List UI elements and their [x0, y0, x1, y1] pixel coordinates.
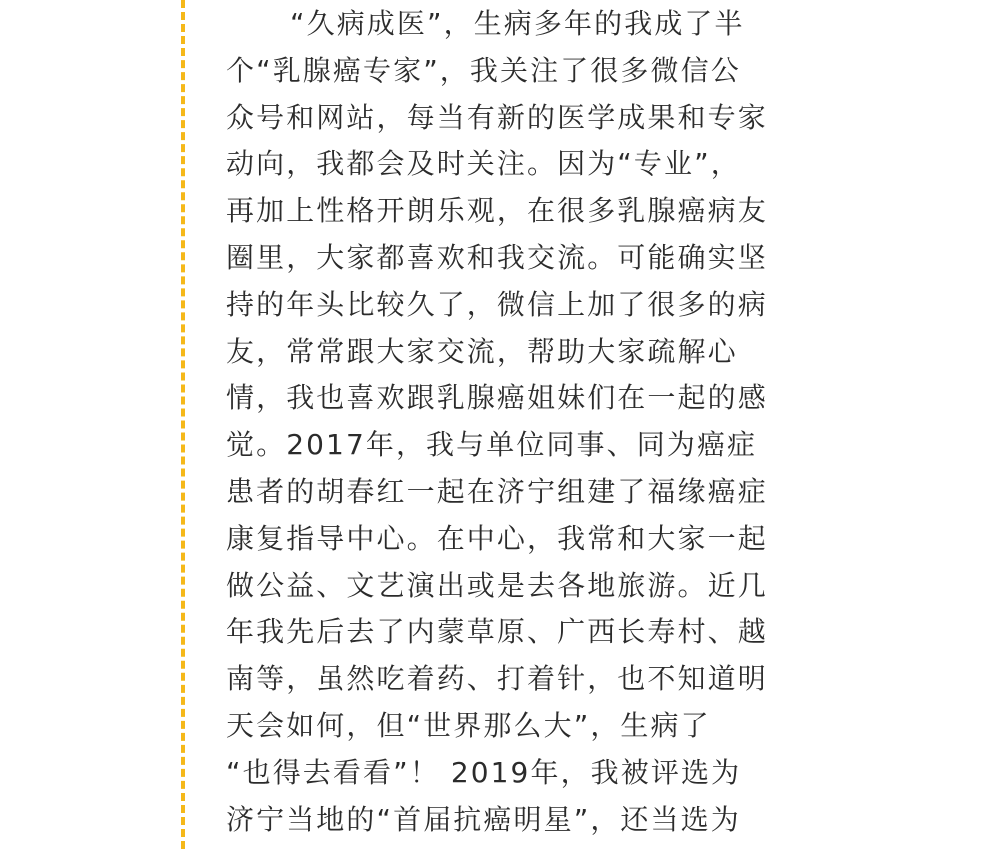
paragraph-line: 众号和网站，每当有新的医学成果和专家 [226, 100, 768, 134]
paragraph-line: 友，常常跟大家交流，帮助大家疏解心 [226, 334, 738, 368]
paragraph-line: 持的年头比较久了，微信上加了很多的病 [226, 287, 768, 321]
paragraph-line: 再加上性格开朗乐观，在很多乳腺癌病友 [226, 194, 768, 228]
paragraph-line: 个“乳腺癌专家”，我关注了很多微信公 [226, 53, 741, 87]
paragraph-line: 情，我也喜欢跟乳腺癌姐妹们在一起的感 [226, 381, 768, 415]
article-paragraph [226, 1, 786, 843]
paragraph-line: 做公益、文艺演出或是去各地旅游。近几 [226, 568, 768, 602]
paragraph-line: 圈里，大家都喜欢和我交流。可能确实坚 [226, 240, 768, 274]
paragraph-line: 康复指导中心。在中心，我常和大家一起 [226, 521, 768, 555]
paragraph-line: 天会如何，但“世界那么大”，生病了 [226, 708, 711, 742]
paragraph-line: 觉。2017年，我与单位同事、同为癌症 [226, 428, 758, 462]
paragraph-line: 患者的胡春红一起在济宁组建了福缘癌症 [226, 474, 768, 508]
paragraph-line: 济宁当地的“首届抗癌明星”，还当选为 [226, 802, 741, 836]
left-dashed-border [181, 0, 185, 849]
paragraph-line: “也得去看看”！ 2019年，我被评选为 [226, 755, 742, 789]
paragraph-line: 南等，虽然吃着药、打着针，也不知道明 [226, 662, 768, 696]
paragraph-line: 年我先后去了内蒙草原、广西长寿村、越 [226, 615, 768, 649]
paragraph-line: 动向，我都会及时关注。因为“专业”， [226, 147, 741, 181]
paragraph-line: “久病成医”，生病多年的我成了半 [290, 7, 745, 40]
